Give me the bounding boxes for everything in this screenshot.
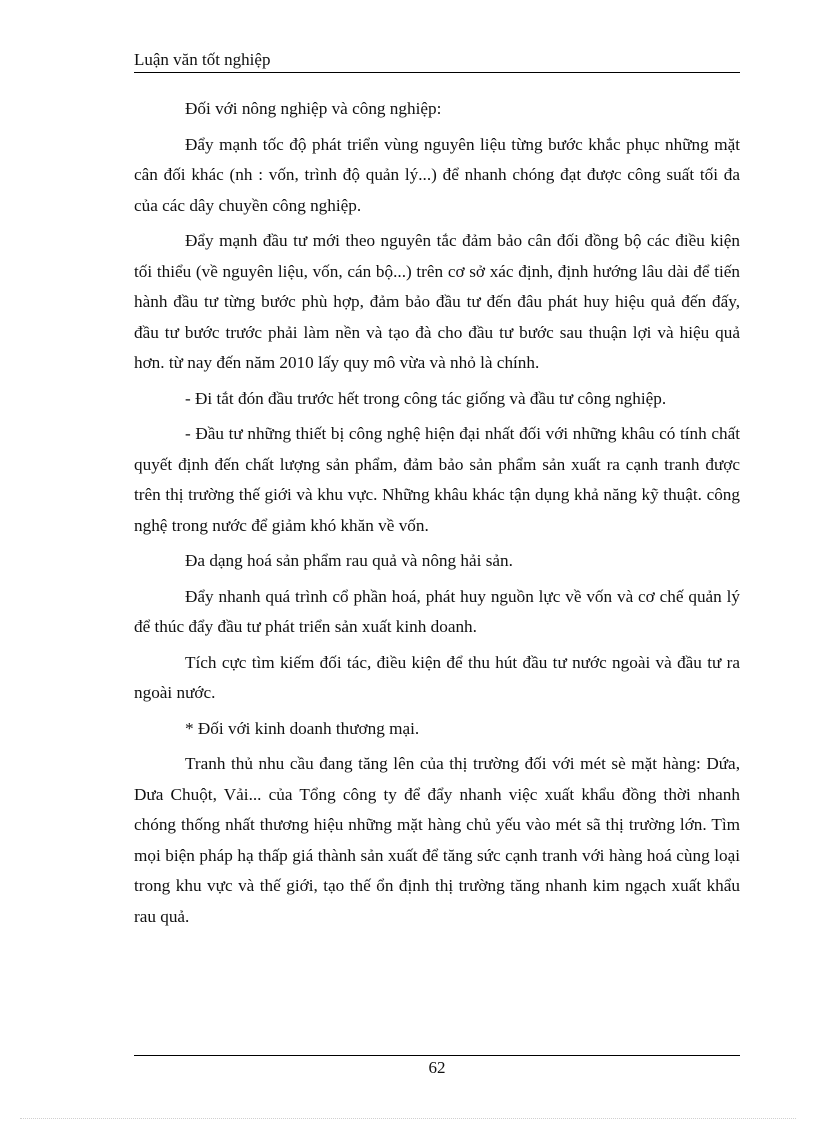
page-bottom-border	[20, 1118, 796, 1119]
footer-divider	[134, 1055, 740, 1056]
page-header	[134, 48, 740, 73]
paragraph: - Đi tắt đón đầu trước hết trong công tác giống và đầu tư công nghiệp.	[185, 388, 667, 408]
paragraph: Tích cực tìm kiếm đối tác, điều kiện để thu hút đầu tư nước ngoài và đầu tư ra ngoài nước.	[134, 652, 740, 702]
paragraph: - Đầu tư những thiết bị công nghệ hiện đại nhất đối với những khâu có tính chất quyết định đến chất lượng sản phẩm, đảm bảo sản phẩm sản xuất ra cạnh tranh được trên thị trường thế giới và khu vực. Những khâu khác tận dụng khả năng kỹ thuật. công nghệ trong nước để giảm khó khăn về vốn.	[134, 424, 740, 535]
paragraph: Đẩy mạnh đầu tư mới theo nguyên tắc đảm bảo cân đối đồng bộ các điều kiện tối thiểu (về nguyên liệu, vốn, cán bộ...) trên cơ sở xác định, định hướng lâu dài để tiến hành đầu tư từng bước phù hợp, đảm bảo đầu tư đến đâu phát huy hiệu quả đến đấy, đầu tư bước trước phải làm nền và tạo đà cho đầu tư bước sau thuận lợi và hiệu quả hơn. từ nay đến năm 2010 lấy quy mô vừa và nhỏ là chính.	[134, 231, 740, 372]
page-number: 62	[428, 1058, 446, 1077]
paragraph: * Đối với kinh doanh thương mại.	[185, 718, 420, 738]
paragraph: Đẩy mạnh tốc độ phát triển vùng nguyên liệu từng bước khắc phục những mặt cân đối khác (nh : vốn, trình độ quản lý...) để nhanh chóng đạt được công suất tối đa của các dây chuyền công nghiệp.	[134, 134, 740, 215]
paragraph: Tranh thủ nhu cầu đang tăng lên của thị trường đối với mét sè mặt hàng: Dứa, Dưa Chuột, Vải... của Tổng công ty để đẩy nhanh việc xuất khẩu đồng thời nhanh chóng thống nhất thương hiệu những mặt hàng chủ yếu vào mét sã thị trường lớn. Tìm mọi biện pháp hạ thấp giá thành sản xuất để tăng sức cạnh tranh với hàng hoá cùng loại trong khu vực và thế giới, tạo thế ổn định thị trường tăng nhanh kim ngạch xuất khẩu rau quả.	[134, 754, 740, 926]
paragraph: Đối với nông nghiệp và công nghiệp:	[185, 99, 442, 118]
paragraph: Đẩy nhanh quá trình cổ phần hoá, phát huy nguồn lực về vốn và cơ chế quản lý để thúc đẩy đầu tư phát triển sản xuất kinh doanh.	[134, 586, 740, 636]
paragraph: Đa dạng hoá sản phẩm rau quả và nông hải sản.	[185, 551, 513, 570]
header-title: Luận văn tốt nghiệp	[134, 50, 271, 69]
document-body	[134, 94, 740, 937]
